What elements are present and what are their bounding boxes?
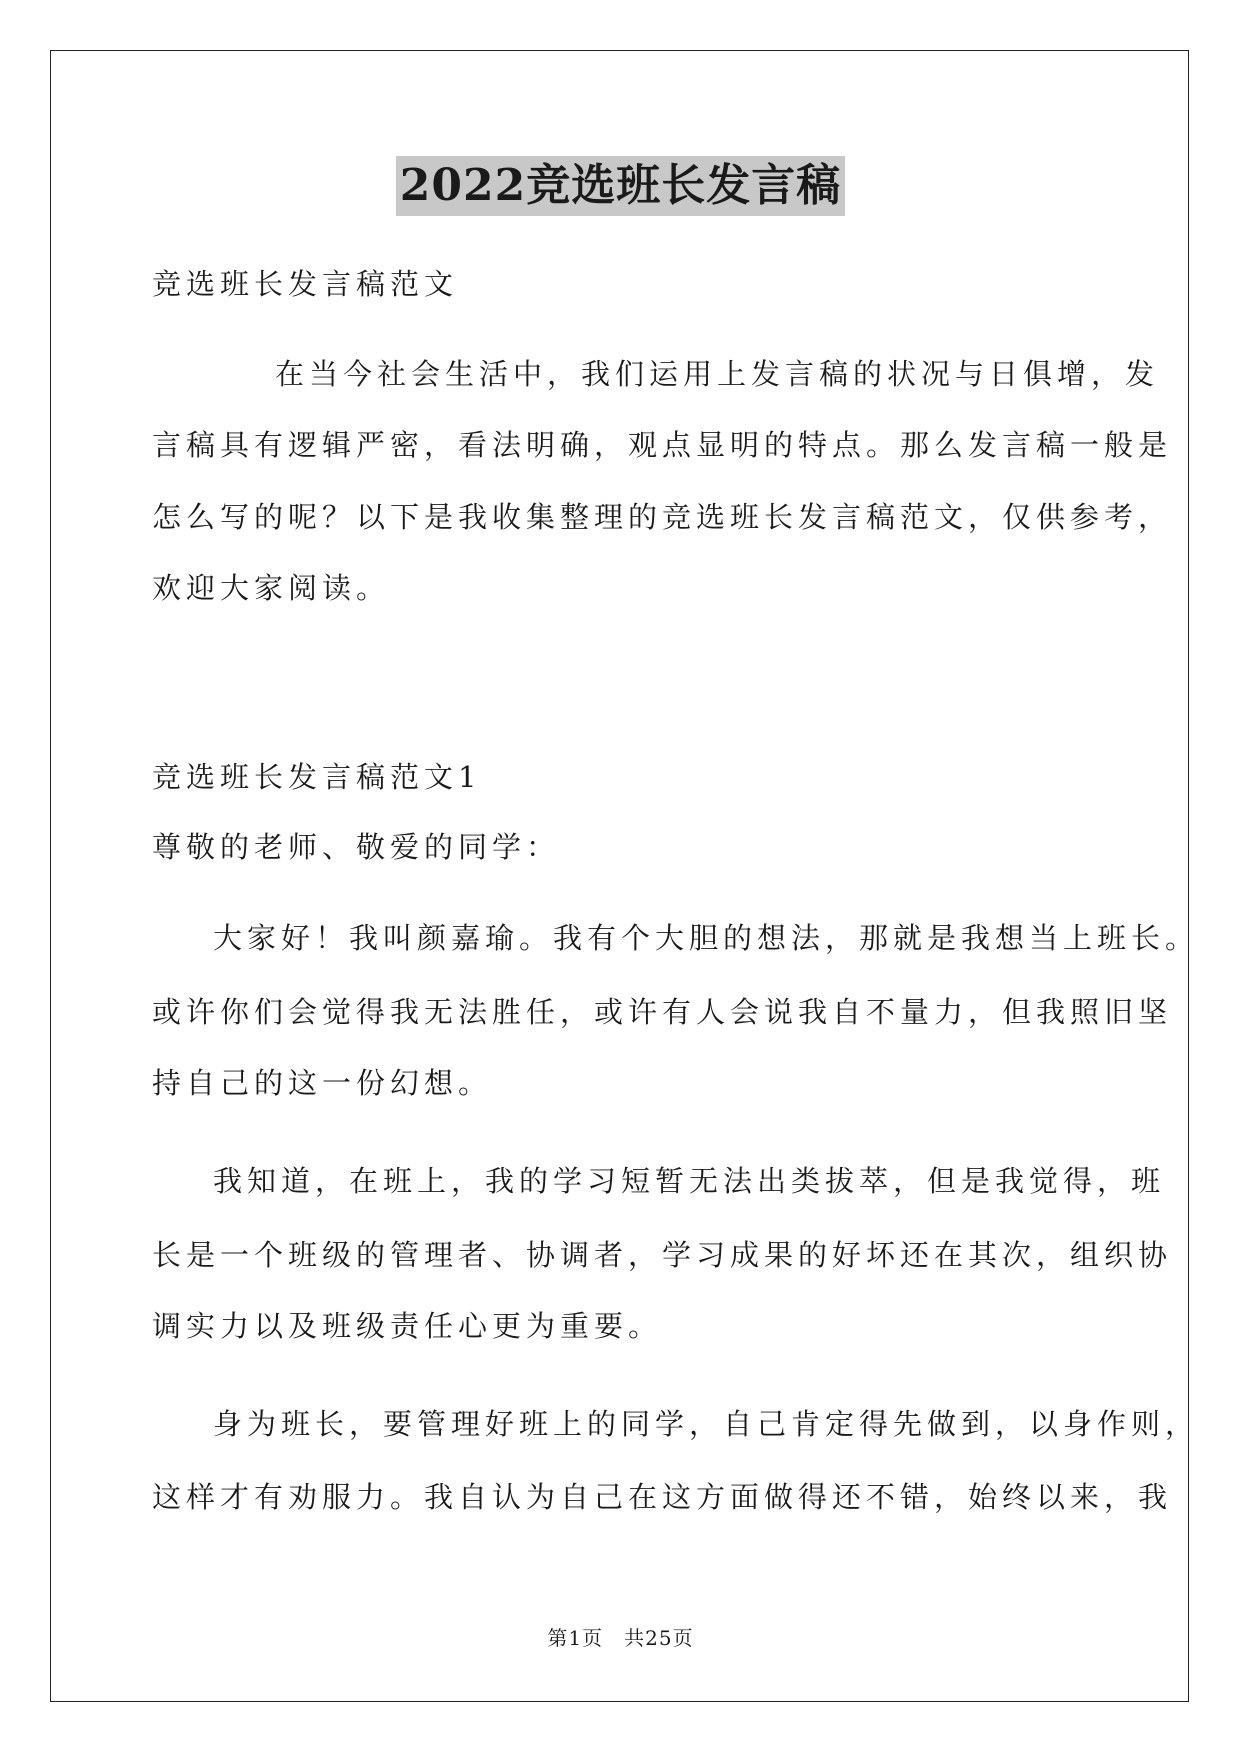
paragraph-line: 在当今社会生活中，我们运用上发言稿的状况与日俱增，发: [275, 357, 1160, 391]
page-number: 第1页 共25页: [547, 1626, 694, 1650]
paragraph-line: 这样才有劝服力。我自认为自己在这方面做得还不错，始终以来，我: [152, 1480, 1173, 1514]
paragraph-line: 我知道，在班上，我的学习短暂无法出类拔萃，但是我觉得，班: [213, 1164, 1166, 1198]
paragraph-line: 言稿具有逻辑严密，看法明确，观点显明的特点。那么发言稿一般是: [152, 428, 1173, 462]
paragraph-line: 身为班长，要管理好班上的同学，自己肯定得先做到，以身作则，: [213, 1407, 1200, 1441]
document-title: 2022竞选班长发言稿: [396, 156, 845, 216]
paragraph-line: 持自己的这一份幻想。: [152, 1066, 493, 1100]
paragraph-line: 调实力以及班级责任心更为重要。: [152, 1309, 663, 1343]
paragraph-line: 怎么写的呢？以下是我收集整理的竞选班长发言稿范文，仅供参考，: [152, 500, 1173, 534]
salutation: 尊敬的老师、敬爱的同学：: [152, 830, 561, 864]
paragraph-line: 欢迎大家阅读。: [152, 571, 391, 605]
paragraph-line: 大家好！我叫颜嘉瑜。我有个大胆的想法，那就是我想当上班长。: [213, 921, 1200, 955]
section-heading: 竞选班长发言稿范文1: [152, 760, 482, 794]
document-title-container: [0, 156, 1241, 216]
paragraph-line: 长是一个班级的管理者、协调者，学习成果的好坏还在其次，组织协: [152, 1238, 1173, 1272]
paragraph-line: 或许你们会觉得我无法胜任，或许有人会说我自不量力，但我照旧坚: [152, 995, 1173, 1029]
section-heading: 竞选班长发言稿范文: [152, 267, 459, 301]
